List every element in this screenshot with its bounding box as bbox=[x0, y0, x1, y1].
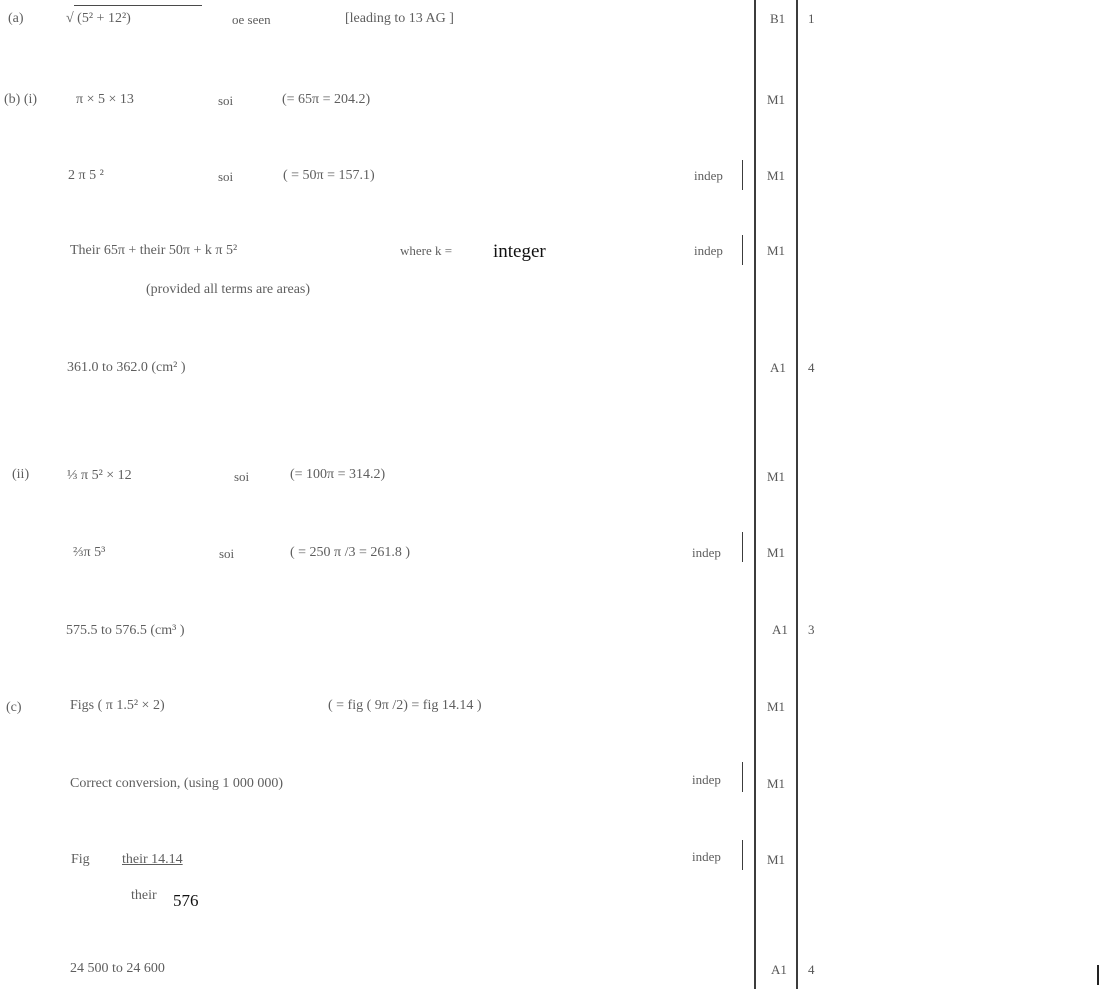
marks-column-rule-left bbox=[754, 0, 756, 989]
part-total: 4 bbox=[808, 360, 815, 375]
c-answer: 24 500 to 24 600 bbox=[70, 961, 165, 976]
b-ii-line1-value: (= 100π = 314.2) bbox=[290, 467, 386, 482]
b-i-line3-note: (provided all terms are areas) bbox=[146, 282, 311, 297]
c-line1-value: ( = fig ( 9π /2) = fig 14.14 ) bbox=[328, 698, 482, 713]
indep-note: indep bbox=[694, 168, 723, 183]
indep-column-rule bbox=[742, 235, 743, 265]
mark-code: M1 bbox=[767, 243, 786, 258]
c-line3-denominator: their bbox=[131, 888, 157, 903]
b-i-line2-expression: 2 π 5 ² bbox=[68, 168, 104, 183]
b-i-answer: 361.0 to 362.0 (cm² ) bbox=[67, 360, 186, 375]
indep-note: indep bbox=[694, 243, 723, 258]
part-total: 3 bbox=[808, 622, 815, 637]
indep-column-rule bbox=[742, 532, 743, 562]
indep-column-rule bbox=[742, 160, 743, 190]
mark-code: A1 bbox=[772, 622, 788, 637]
part-a-expression: √ (5² + 12²) bbox=[66, 11, 131, 26]
indep-note: indep bbox=[692, 849, 721, 864]
mark-code: A1 bbox=[770, 360, 786, 375]
indep-column-rule bbox=[742, 840, 743, 870]
part-a-label: (a) bbox=[8, 11, 24, 26]
mark-code: M1 bbox=[767, 469, 786, 484]
b-ii-line2-soi: soi bbox=[219, 546, 235, 561]
c-line2-text: Correct conversion, (using 1 000 000) bbox=[70, 776, 284, 791]
b-i-line3-expression: Their 65π + their 50π + k π 5² bbox=[70, 243, 238, 258]
b-i-line1-value: (= 65π = 204.2) bbox=[282, 92, 371, 107]
part-total: 4 bbox=[808, 962, 815, 977]
text-cursor bbox=[1097, 965, 1099, 985]
b-ii-line1-soi: soi bbox=[234, 469, 250, 484]
c-line3-denominator-value: 576 bbox=[173, 891, 199, 910]
part-b-i-label: (b) (i) bbox=[4, 92, 38, 107]
mark-code: M1 bbox=[767, 776, 786, 791]
part-total: 1 bbox=[808, 11, 815, 26]
mark-code: M1 bbox=[767, 852, 786, 867]
b-i-line1-expression: π × 5 × 13 bbox=[76, 92, 134, 107]
b-ii-line2-value: ( = 250 π /3 = 261.8 ) bbox=[290, 545, 411, 560]
mark-code: B1 bbox=[770, 11, 786, 26]
indep-column-rule bbox=[742, 762, 743, 792]
mark-code: M1 bbox=[767, 168, 786, 183]
mark-code: A1 bbox=[771, 962, 787, 977]
part-c-label: (c) bbox=[6, 700, 22, 715]
indep-note: indep bbox=[692, 545, 721, 560]
indep-note: indep bbox=[692, 772, 721, 787]
mark-code: M1 bbox=[767, 545, 786, 560]
b-i-line2-value: ( = 50π = 157.1) bbox=[283, 168, 375, 183]
marks-column-rule-right bbox=[796, 0, 798, 989]
part-b-ii-label: (ii) bbox=[12, 467, 30, 482]
b-ii-answer: 575.5 to 576.5 (cm³ ) bbox=[66, 623, 185, 638]
b-ii-line2-expression: ⅔π 5³ bbox=[73, 545, 106, 560]
b-ii-line1-expression: ⅓ π 5² × 12 bbox=[67, 468, 132, 483]
c-line3-numerator: their 14.14 bbox=[122, 852, 183, 867]
b-i-line3-where: where k = bbox=[400, 243, 453, 258]
c-line1-expression: Figs ( π 1.5² × 2) bbox=[70, 698, 165, 713]
b-i-line1-soi: soi bbox=[218, 93, 234, 108]
c-line3-fig: Fig bbox=[71, 852, 90, 867]
b-i-line3-integer: integer bbox=[493, 241, 546, 262]
mark-code: M1 bbox=[767, 92, 786, 107]
part-a-note: [leading to 13 AG ] bbox=[345, 11, 454, 26]
sqrt-overbar bbox=[74, 5, 202, 6]
b-i-line2-soi: soi bbox=[218, 169, 234, 184]
part-a-oe-seen: oe seen bbox=[232, 12, 271, 27]
mark-code: M1 bbox=[767, 699, 786, 714]
